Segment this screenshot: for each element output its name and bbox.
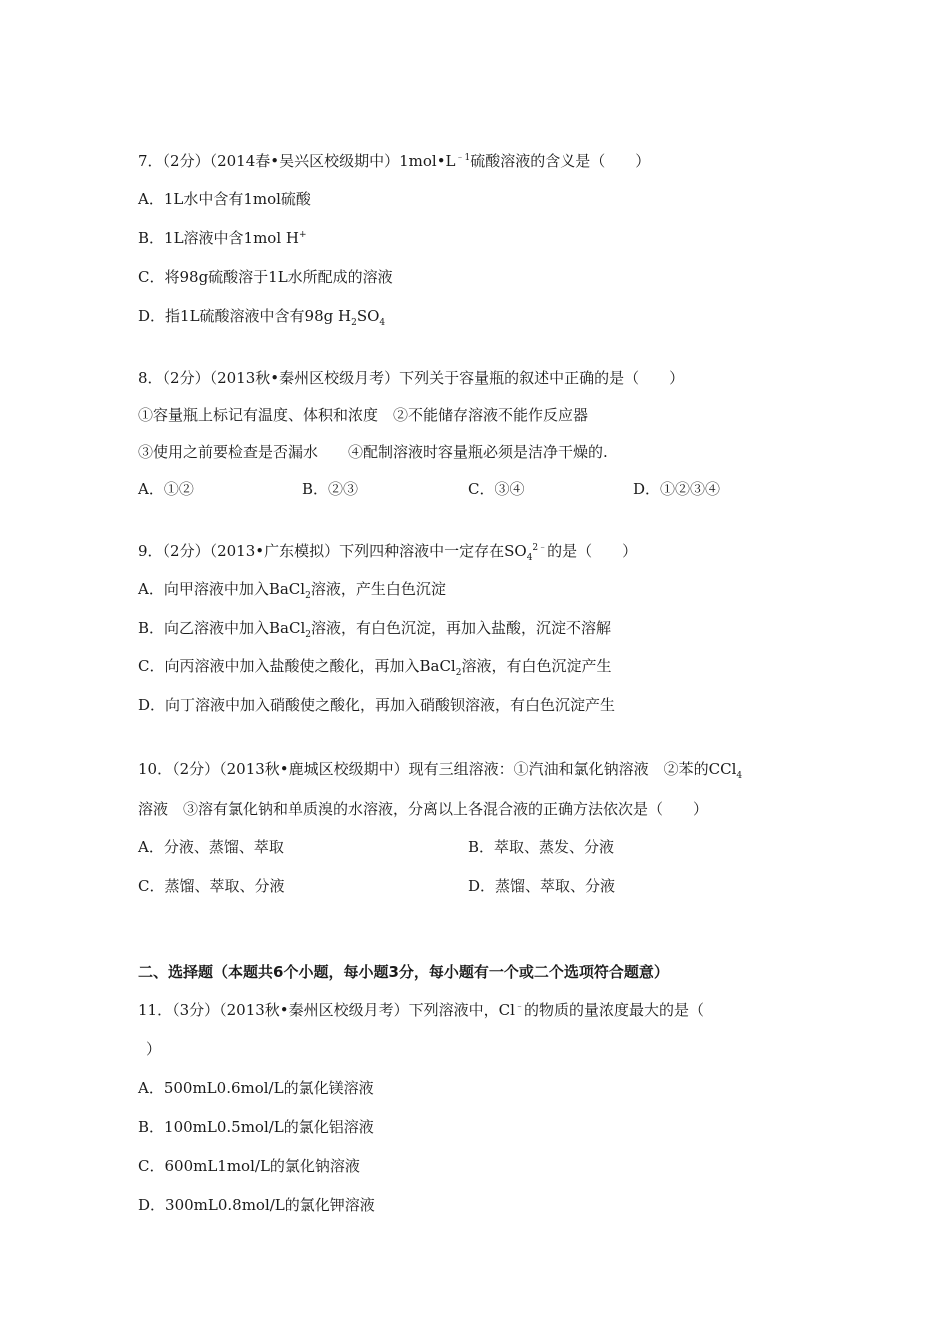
q9-option-b-text-end: 溶液，有白色沉淀，再加入盐酸，沉淀不溶解: [311, 619, 612, 637]
q9-option-a: [138, 579, 446, 599]
q11-option-b: B．100mL0.5mol/L的氯化铝溶液: [138, 1118, 374, 1136]
q7-option-b-text: B．1L溶液中含1mol H: [138, 229, 299, 247]
q10-stem-line-2: 溶液 ③溶有氯化钠和单质溴的水溶液，分离以上各混合液的正确方法依次是（ ）: [138, 800, 709, 818]
q9-option-c-subscript: 2: [455, 668, 462, 678]
q9-option-c-text-end: 溶液，有白色沉淀产生: [461, 657, 612, 675]
q9-stem-text: 9．（2分）（2013•广东模拟）下列四种溶液中一定存在SO: [138, 542, 527, 560]
q9-stem-text-end: 的是（ ）: [547, 542, 638, 560]
q11-stem-superscript: ﹣: [514, 1002, 524, 1012]
q9-stem-superscript: 2﹣: [532, 543, 548, 553]
q7-stem-superscript: ﹣1: [455, 153, 471, 163]
q9-option-b-subscript: 2: [305, 630, 311, 640]
q7-stem-text: 7．（2分）（2014春•吴兴区校级期中）1mol•L: [138, 152, 456, 170]
q9-option-c-text: C．向丙溶液中加入盐酸使之酸化，再加入BaCl: [138, 657, 456, 675]
q7-option-a: A．1L水中含有1mol硫酸: [138, 190, 311, 208]
q9-option-d: D．向丁溶液中加入硝酸使之酸化，再加入硝酸钡溶液，有白色沉淀产生: [138, 696, 616, 714]
q11-option-d: D．300mL0.8mol/L的氯化钾溶液: [138, 1196, 375, 1214]
q11-stem-line-2: ）: [146, 1040, 162, 1058]
q7-option-d-subscript-2: 4: [379, 318, 386, 328]
q9-option-a-text-end: 溶液，产生白色沉淀: [310, 580, 446, 598]
q7-option-c: C．将98g硫酸溶于1L水所配成的溶液: [138, 268, 393, 286]
q10-option-c: C．蒸馏、萃取、分液: [138, 877, 285, 895]
q9-stem-subscript: 4: [526, 553, 533, 563]
q7-stem: [138, 151, 650, 171]
q10-option-a: A．分液、蒸馏、萃取: [138, 838, 284, 856]
q9-option-b: [138, 618, 611, 638]
q8-statement-line-2: ③使用之前要检查是否漏水 ④配制溶液时容量瓶必须是洁净干燥的.: [138, 443, 608, 461]
q8-option-a: A．①②: [138, 480, 194, 498]
q11-option-c: C．600mL1mol/L的氯化钠溶液: [138, 1157, 360, 1175]
q9-option-b-text: B．向乙溶液中加入BaCl: [138, 619, 306, 637]
q11-option-a: A．500mL0.6mol/L的氯化镁溶液: [138, 1079, 374, 1097]
section-2-heading: 二、选择题（本题共6个小题，每小题3分，每小题有一个或二个选项符合题意）: [138, 963, 669, 981]
q8-statement-line-1: ①容量瓶上标记有温度、体积和浓度 ②不能储存溶液不能作反应器: [138, 406, 589, 424]
q8-option-c: C．③④: [468, 480, 525, 498]
q7-option-d-text: D．指1L硫酸溶液中含有98g H: [138, 307, 352, 325]
q11-stem-text: 11．（3分）（2013秋•秦州区校级月考）下列溶液中，Cl: [138, 1001, 515, 1019]
q11-stem-text-end: 的物质的量浓度最大的是（: [523, 1001, 704, 1019]
q8-option-d: D．①②③④: [633, 480, 721, 498]
q8-stem: 8．（2分）（2013秋•秦州区校级月考）下列关于容量瓶的叙述中正确的是（ ）: [138, 369, 685, 387]
q7-option-b: [138, 228, 307, 248]
q10-stem-subscript: 4: [736, 771, 743, 781]
q8-option-b: B．②③: [302, 480, 359, 498]
q10-stem-text: 10．（2分）（2013秋•鹿城区校级期中）现有三组溶液：①汽油和氯化钠溶液 ②苯的CCl: [138, 760, 737, 778]
q7-option-d-subscript: 2: [351, 318, 357, 328]
q7-option-d-text-mid: SO: [356, 307, 380, 325]
q10-option-b: B．萃取、蒸发、分液: [468, 838, 615, 856]
q9-option-c: [138, 656, 611, 676]
q7-option-d: [138, 306, 385, 326]
q9-stem: [138, 541, 637, 561]
q11-stem: [138, 1000, 704, 1020]
q7-stem-text-end: 硫酸溶液的含义是（ ）: [470, 152, 651, 170]
q7-option-b-superscript: +: [298, 230, 307, 240]
q10-option-d: D．蒸馏、萃取、分液: [468, 877, 616, 895]
q10-stem: [138, 759, 742, 779]
q9-option-a-text: A．向甲溶液中加入BaCl: [138, 580, 306, 598]
q9-option-a-subscript: 2: [305, 591, 311, 601]
